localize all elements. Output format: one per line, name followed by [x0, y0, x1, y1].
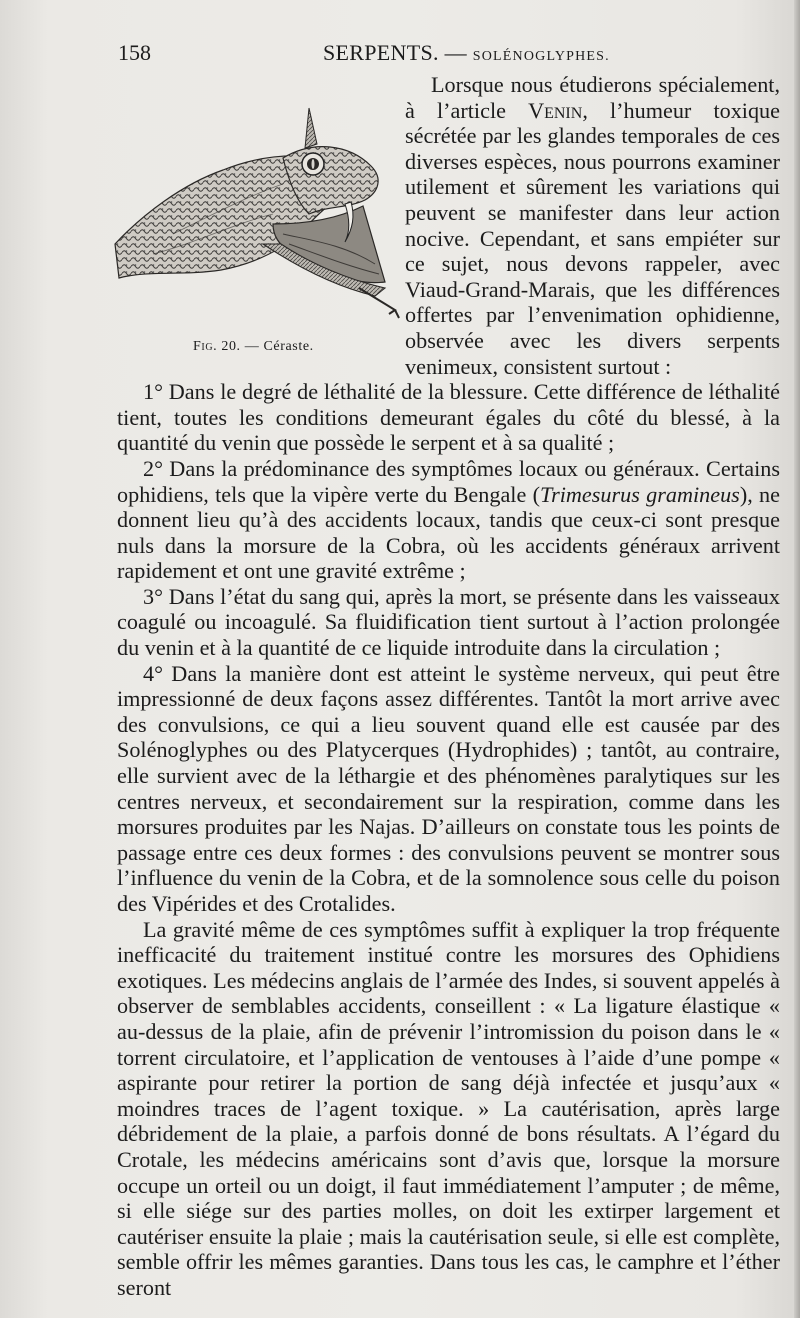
paragraph: [117, 661, 780, 917]
text-segment: , l’humeur toxique sécrétée par les glandes temporales de ces diverses espèces, nous pourrons examiner utilement et sûrement les variations qui peuvent se manifester dans leur action nocive. Cependant, et sans empiéter sur ce sujet, nous devons rappeler, avec Viaud-Grand-Marais, que les différences offertes par l’envenimation ophidienne, observée avec les divers serpents venimeux, consistent surtout :: [405, 97, 780, 379]
ceraste-snake-illustration: [113, 74, 403, 329]
running-header: [118, 40, 780, 70]
text-segment: 3° Dans l’état du sang qui, après la mort, se présente dans les vaisseaux coagulé ou incoagulé. Sa fluidification tient surtout à l’action prolongée du venin et à la quantité de ce liquide introduite dans la circulation ;: [117, 583, 780, 661]
text-segment: 4° Dans la manière dont est atteint le système nerveux, qui peut être impressionné de deux façons assez différentes. Tantôt la mort arrive avec des convulsions, ce qui a lieu souvent quand elle est causée par des Solénoglyphes ou des Platycerques (Hydrophides) ; tantôt, au contraire, elle survient avec de la léthargie et des phénomènes paralytiques sur les centres nerveux, et secondairement sur la respiration, comme dans les morsures produites par les Najas. D’ailleurs on constate tous les points de passage entre ces deux formes : des convulsions peuvent se montrer sous l’influence du venin de la Cobra, et de la somnolence sous celle du poison des Vipérides et des Crotalides.: [117, 660, 780, 916]
paragraph: [117, 917, 780, 1301]
figure-ceraste: [113, 72, 405, 354]
text-segment: 1° Dans le degré de léthalité de la blessure. Cette différence de léthalité tient, toutes les conditions demeurant égales du côté du blessé, à la quantité du venin que possède le serpent et à sa qualité ;: [117, 379, 780, 456]
figure-label: Fig. 20.: [193, 339, 241, 354]
text-segment: Trimesurus gramineus: [539, 481, 740, 507]
running-title-main: SERPENTS.: [323, 40, 439, 65]
running-title-dash: —: [444, 40, 467, 65]
paragraph: [117, 456, 780, 584]
page-edge-shadow: [794, 0, 800, 1318]
body-text: [117, 72, 780, 1301]
text-segment: La gravité même de ces symptômes suffit à expliquer la trop fréquente inefficacité du traitement institué contre les morsures des Ophidiens exotiques. Les médecins anglais de l’armée des Indes, si souvent appelés à observer de semblables accidents, conseillent : « La ligature élastique « au-dessus de la plaie, afin de prévenir l’intromission du poison dans le « torrent circulatoire, et l’application de ventouses à l’aide d’une pompe « aspirante pour retirer la portion de sang déjà infectée et jusqu’aux « moindres traces de l’agent toxique. » La cautérisation, après large débridement de la plaie, a parfois donné de bons résultats. A l’égard du Crotale, les médecins américains sont d’avis que, lorsque la morsure occupe un orteil ou un doigt, il faut immédiatement l’amputer ; de même, si elle siége sur des parties molles, on doit les extirper largement et cautériser ensuite la plaie ; mais la cautérisation seule, si elle est complète, semble offrir les mêmes garanties. Dans tous les cas, le camphre et l’éther seront: [117, 916, 780, 1300]
running-title: [323, 40, 610, 66]
paragraph: [117, 584, 780, 661]
text-segment: Venin: [528, 97, 583, 123]
text-segment: 2° Dans la prédominance des symptômes locaux ou généraux. Certains ophidiens, tels que la vipère verte du Bengale (: [117, 455, 780, 507]
paragraph: [117, 379, 780, 456]
figure-caption-text: — Céraste.: [244, 339, 314, 354]
page-number: 158: [118, 40, 151, 65]
figure-caption: [193, 334, 314, 360]
text-segment: ), ne donnent lieu qu’à des accidents locaux, tandis que ceux-ci sont presque nuls dans la morsure de la Cobra, où les accidents généraux arrivent rapidement et ont une gravité extrême ;: [117, 481, 780, 584]
running-title-sub: SOLÉNOGLYPHES.: [472, 49, 610, 64]
text-segment: Lorsque nous étudierons spécialement, à l’article: [405, 72, 780, 123]
